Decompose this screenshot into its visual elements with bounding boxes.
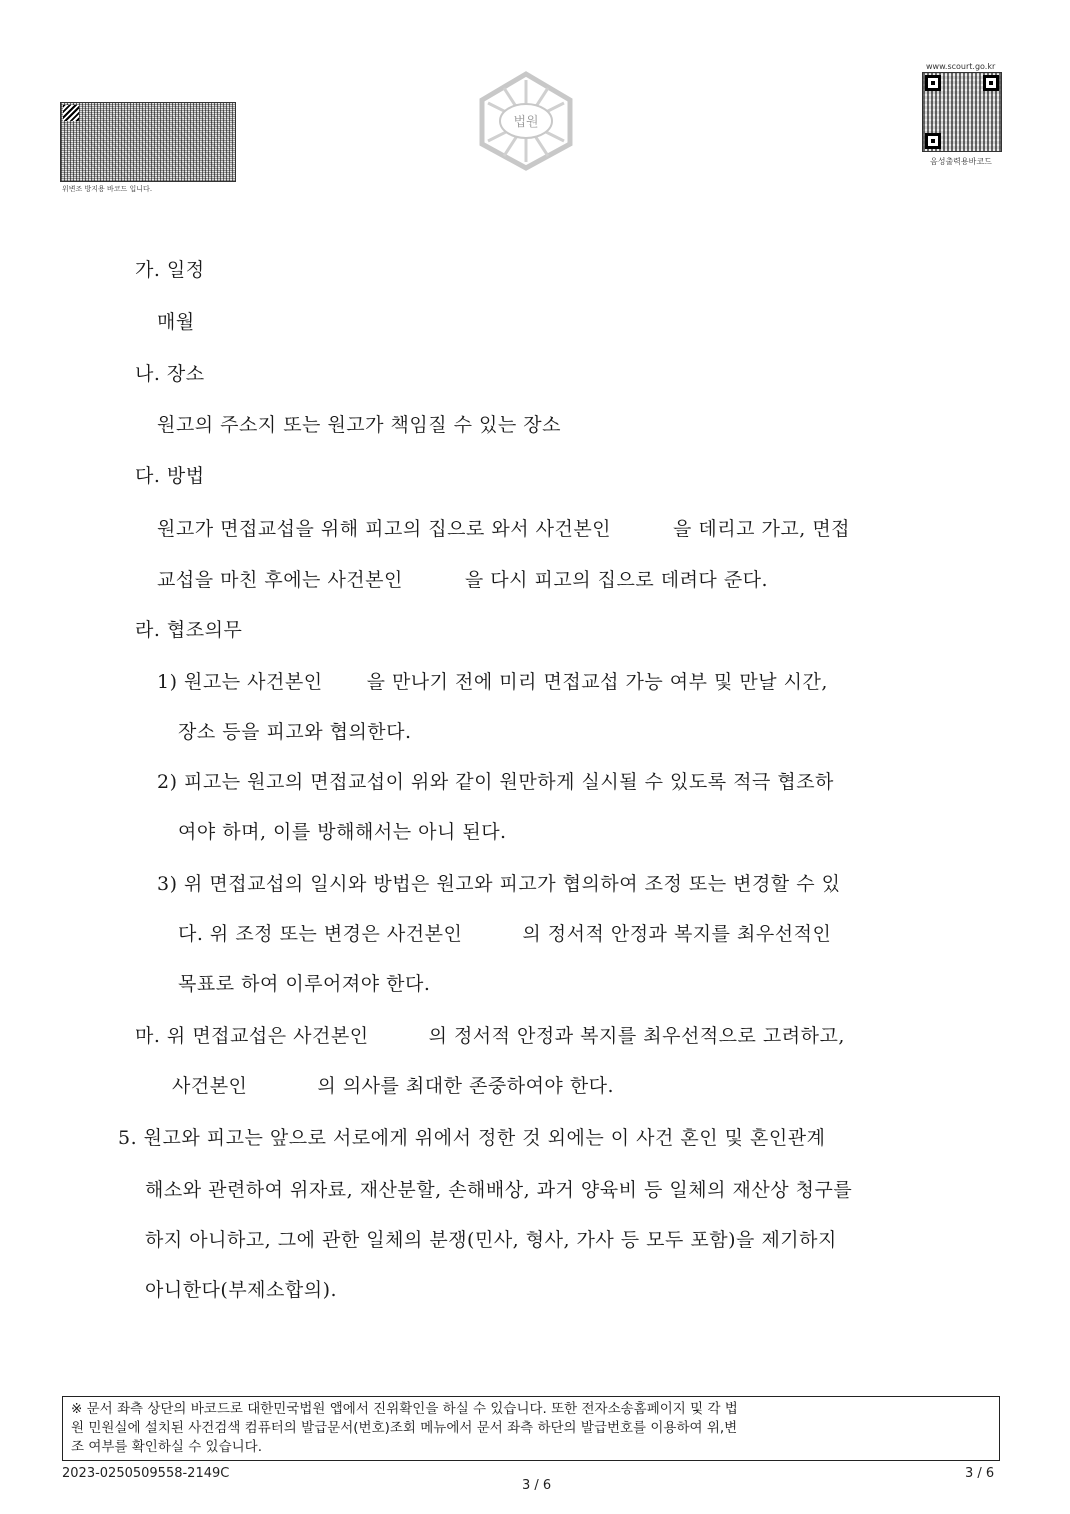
verification-notice xyxy=(62,1396,1000,1461)
section-e-line1-part-b: 의 정서적 안정과 복지를 최우선적으로 고려하고, xyxy=(428,1025,845,1047)
section-e-line1 xyxy=(135,1024,845,1048)
section-d2-line2: 여야 하며, 이를 방해해서는 아니 된다. xyxy=(178,821,507,843)
qr-code xyxy=(922,72,1002,152)
section-b-title: 나. 장소 xyxy=(135,363,205,385)
qr-finder-mark xyxy=(983,75,999,91)
section-a-text: 매월 xyxy=(157,311,195,333)
qr-caption: 음성출력용바코드 xyxy=(930,157,992,166)
section-c-line1-part-a: 원고가 면접교섭을 위해 피고의 집으로 와서 사건본인 xyxy=(157,518,612,540)
website-url: www.scourt.go.kr xyxy=(926,62,996,71)
section-e-line2-part-a: 사건본인 xyxy=(172,1075,248,1097)
emblem-text: 법원 xyxy=(513,115,539,130)
paragraph-5-line1: 5. 원고와 피고는 앞으로 서로에게 위에서 정한 것 외에는 이 사건 혼인 및 혼인관계 xyxy=(118,1127,826,1149)
section-c-line1 xyxy=(157,517,850,541)
section-d1-line1-part-b: 을 만나기 전에 미리 면접교섭 가능 여부 및 만날 시간, xyxy=(366,671,828,693)
qr-finder-mark xyxy=(925,75,941,91)
section-e-line2 xyxy=(172,1074,614,1098)
section-d3-line2 xyxy=(178,922,831,946)
barcode-corner-mark xyxy=(63,105,79,121)
section-c-line1-part-b: 을 데리고 가고, 면접 xyxy=(673,518,851,540)
section-d3-line2-part-b: 의 정서적 안정과 복지를 최우선적인 xyxy=(522,923,832,945)
notice-line: ※ 문서 좌측 상단의 바코드로 대한민국법원 앱에서 진위확인을 하실 수 있습니다. 또한 전자소송홈페이지 및 각 법 xyxy=(71,1401,738,1417)
section-d2-line1: 2) 피고는 원고의 면접교섭이 위와 같이 원만하게 실시될 수 있도록 적극 협조하 xyxy=(157,771,834,793)
paragraph-5-line3: 하지 아니하고, 그에 관한 일체의 분쟁(민사, 형사, 가사 등 모두 포함)을 제기하지 xyxy=(145,1229,837,1251)
section-d1-line2: 장소 등을 피고와 협의한다. xyxy=(178,721,412,743)
page-number-right: 3 / 6 xyxy=(965,1466,995,1481)
paragraph-5-line4: 아니한다(부제소합의). xyxy=(145,1279,338,1301)
court-emblem xyxy=(470,70,582,172)
qr-finder-mark xyxy=(925,133,941,149)
section-d-title: 라. 협조의무 xyxy=(135,619,243,641)
section-e-line2-part-b: 의 의사를 최대한 존중하여야 한다. xyxy=(317,1075,615,1097)
section-d3-line2-part-a: 다. 위 조정 또는 변경은 사건본인 xyxy=(178,923,463,945)
section-a-title: 가. 일정 xyxy=(135,259,205,281)
section-d3-line3: 목표로 하여 이루어져야 한다. xyxy=(178,973,431,995)
antiforgery-barcode xyxy=(60,102,236,182)
section-c-title: 다. 방법 xyxy=(135,465,205,487)
section-d1-line1-part-a: 1) 원고는 사건본인 xyxy=(157,671,323,693)
paragraph-5-line2: 해소와 관련하여 위자료, 재산분할, 손해배상, 과거 양육비 등 일체의 재산상 청구를 xyxy=(145,1179,853,1201)
antiforgery-caption: 위변조 방지용 바코드 입니다. xyxy=(62,185,153,193)
page-number-center: 3 / 6 xyxy=(522,1478,552,1493)
notice-line: 원 민원실에 설치된 사건검색 컴퓨터의 발급문서(번호)조회 메뉴에서 문서 좌측 하단의 발급번호를 이용하여 위,변 xyxy=(71,1420,738,1436)
section-d3-line1: 3) 위 면접교섭의 일시와 방법은 원고와 피고가 협의하여 조정 또는 변경할 수 있 xyxy=(157,873,841,895)
section-e-line1-part-a: 마. 위 면접교섭은 사건본인 xyxy=(135,1025,369,1047)
issue-number: 2023-0250509558-2149C xyxy=(62,1466,230,1481)
section-d1-line1 xyxy=(157,670,828,694)
section-c-line2-part-a: 교섭을 마친 후에는 사건본인 xyxy=(157,569,403,591)
section-c-line2-part-b: 을 다시 피고의 집으로 데려다 준다. xyxy=(464,569,769,591)
notice-line: 조 여부를 확인하실 수 있습니다. xyxy=(71,1439,262,1455)
section-b-text: 원고의 주소지 또는 원고가 책임질 수 있는 장소 xyxy=(157,414,562,436)
section-c-line2 xyxy=(157,568,768,592)
